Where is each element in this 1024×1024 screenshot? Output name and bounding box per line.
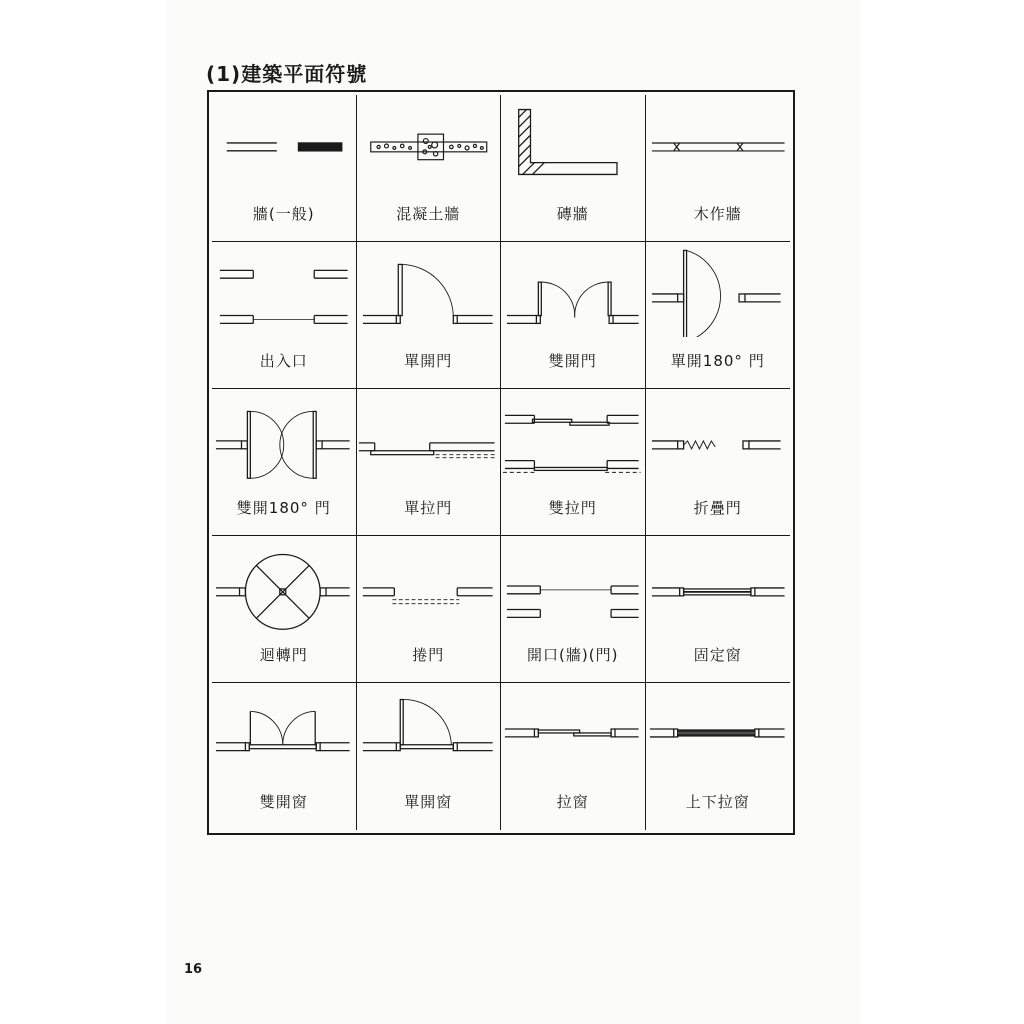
symbol-label: 雙開窗 [259,793,308,811]
wall-general-icon [212,95,356,190]
single-casement-window-icon [357,683,501,778]
fixed-window-icon [646,536,791,631]
rolling-door-icon [357,536,501,631]
symbol-cell-wood-wall [646,95,791,242]
symbol-cell-concrete-wall [357,95,502,242]
revolving-door-icon [212,536,356,631]
brick-wall-icon [501,95,645,190]
symbol-label: 捲門 [412,646,445,664]
symbol-cell-single-sliding-door [357,389,502,536]
double-casement-window-icon [212,683,356,778]
symbol-cell-wall-general [212,95,357,242]
symbol-cell-folding-door [646,389,791,536]
symbol-cell-single-door [357,242,502,389]
symbol-label: 單開180° 門 [670,352,765,370]
symbol-label: 雙開180° 門 [236,499,331,517]
single-sliding-door-icon [357,389,501,484]
symbol-cell-sash-window [646,683,791,830]
symbol-table [207,90,795,835]
symbol-cell-double-sliding-door [501,389,646,536]
double-sliding-door-icon [501,389,645,484]
symbol-cell-sliding-window [501,683,646,830]
double-door-180-icon [212,389,356,484]
symbol-label: 牆(一般) [252,205,315,223]
symbol-cell-opening [501,536,646,683]
wood-wall-icon [646,95,791,190]
symbol-label: 固定窗 [693,646,742,664]
concrete-wall-icon [357,95,501,190]
symbol-label: 開口(牆)(門) [527,646,619,664]
page-title: (1)建築平面符號 [206,62,368,86]
symbol-cell-double-door-180 [212,389,357,536]
symbol-cell-brick-wall [501,95,646,242]
single-door-icon [357,242,501,337]
symbol-label: 混凝土牆 [396,205,461,223]
symbol-label: 上下拉窗 [685,793,750,811]
symbol-cell-revolving-door [212,536,357,683]
symbol-label: 木作牆 [693,205,742,223]
double-door-icon [501,242,645,337]
symbol-label: 雙拉門 [548,499,597,517]
symbol-label: 雙開門 [548,352,597,370]
page-number: 16 [184,962,203,977]
single-door-180-icon [646,242,791,337]
symbol-cell-single-door-180 [646,242,791,389]
symbol-label: 單開窗 [404,793,453,811]
symbol-cell-entrance [212,242,357,389]
sliding-window-icon [501,683,645,778]
symbol-label: 拉窗 [556,793,589,811]
symbol-cell-single-casement-window [357,683,502,830]
symbol-label: 折疊門 [693,499,742,517]
symbol-cell-double-door [501,242,646,389]
symbol-label: 磚牆 [556,205,589,223]
symbol-label: 迴轉門 [259,646,308,664]
symbol-label: 單開門 [404,352,453,370]
entrance-icon [212,242,356,337]
folding-door-icon [646,389,791,484]
symbol-cell-rolling-door [357,536,502,683]
symbol-cell-fixed-window [646,536,791,683]
sash-window-icon [646,683,791,778]
symbol-cell-double-casement-window [212,683,357,830]
symbol-label: 單拉門 [404,499,453,517]
symbol-label: 出入口 [259,352,308,370]
opening-icon [501,536,645,631]
